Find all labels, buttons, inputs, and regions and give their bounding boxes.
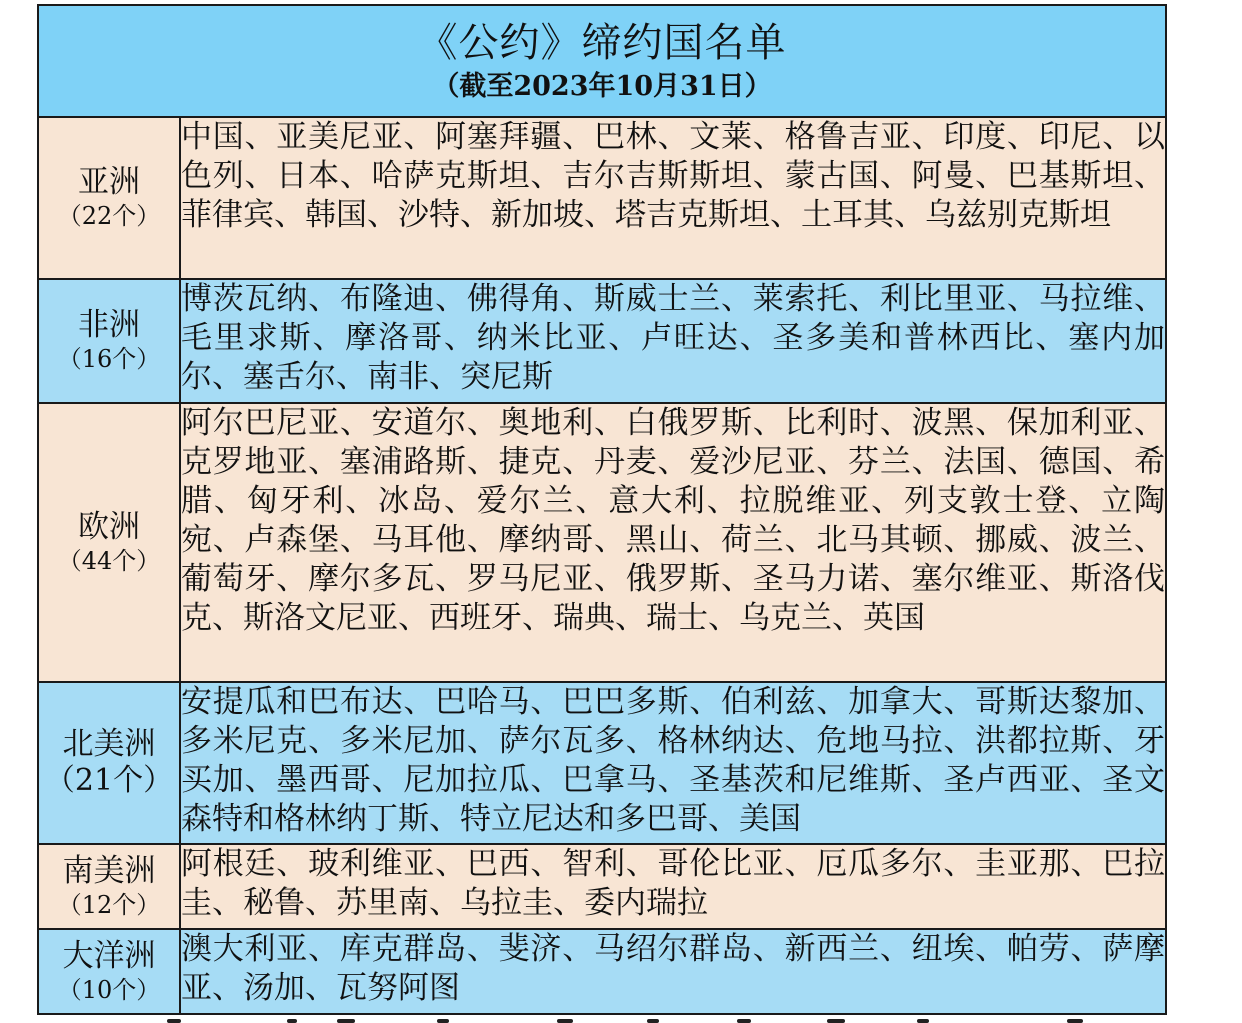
region-count: （16个）: [57, 345, 161, 373]
region-count: （10个）: [57, 975, 161, 1004]
region-name: 亚洲: [78, 164, 140, 200]
country-list-cell-oceania: [180, 929, 1166, 1014]
region-cell-north-america: [38, 682, 180, 844]
region-cell-oceania: [38, 929, 180, 1014]
region-row-south-america: [38, 844, 1166, 929]
country-list: 中国、亚美尼亚、阿塞拜疆、巴林、文莱、格鲁吉亚、印度、印尼、以色列、日本、哈萨克斯坦、吉尔吉斯斯坦、蒙古国、阿曼、巴基斯坦、菲律宾、韩国、沙特、新加坡、塔吉克斯坦、土耳其、乌兹别克斯坦: [181, 119, 1165, 233]
region-name: 欧洲: [78, 508, 140, 545]
region-row-asia: [38, 117, 1166, 279]
country-list-cell-asia: [180, 117, 1166, 279]
table-title: 《公约》缔约国名单: [417, 20, 787, 66]
region-cell-asia: [38, 117, 180, 279]
region-count: （21个）: [44, 763, 174, 798]
region-cell-south-america: [38, 844, 180, 929]
region-cell-europe: [38, 403, 180, 682]
region-row-europe: [38, 403, 1166, 682]
region-row-africa: [38, 279, 1166, 403]
region-name: 南美洲: [62, 852, 156, 889]
region-count: （44个）: [57, 546, 161, 575]
country-list: 阿根廷、玻利维亚、巴西、智利、哥伦比亚、厄瓜多尔、圭亚那、巴拉圭、秘鲁、苏里南、乌拉圭、委内瑞拉: [181, 846, 1165, 921]
country-list: 博茨瓦纳、布隆迪、佛得角、斯威士兰、莱索托、利比里亚、马拉维、毛里求斯、摩洛哥、纳米比亚、卢旺达、圣多美和普林西比、塞内加尔、塞舌尔、南非、突尼斯: [181, 281, 1165, 395]
cut-off-text-fragment: [37, 1017, 1165, 1023]
region-name: 大洋洲: [62, 937, 156, 974]
country-list: 阿尔巴尼亚、安道尔、奥地利、白俄罗斯、比利时、波黑、保加利亚、克罗地亚、塞浦路斯、捷克、丹麦、爱沙尼亚、芬兰、法国、德国、希腊、匈牙利、冰岛、爱尔兰、意大利、拉脱维亚、列支敦士登、立陶宛、卢森堡、马耳他、摩纳哥、黑山、荷兰、北马其顿、挪威、波兰、葡萄牙、摩尔多瓦、罗马尼亚、俄罗斯、圣马力诺、塞尔维亚、斯洛伐克、斯洛文尼亚、西班牙、瑞典、瑞士、乌克兰、英国: [181, 405, 1165, 636]
table-subtitle: （截至2023年10月31日）: [432, 71, 772, 102]
table-title-cell: [38, 5, 1166, 117]
region-count: （12个）: [57, 890, 161, 919]
region-cell-africa: [38, 279, 180, 403]
region-name: 非洲: [78, 307, 140, 343]
region-count: （22个）: [57, 202, 161, 230]
country-list-cell-africa: [180, 279, 1166, 403]
country-list: 安提瓜和巴布达、巴哈马、巴巴多斯、伯利兹、加拿大、哥斯达黎加、多米尼克、多米尼加、萨尔瓦多、格林纳达、危地马拉、洪都拉斯、牙买加、墨西哥、尼加拉瓜、巴拿马、圣基茨和尼维斯、圣卢西亚、圣文森特和格林纳丁斯、特立尼达和多巴哥、美国: [181, 684, 1165, 837]
region-name: 北美洲: [62, 726, 156, 762]
region-row-oceania: [38, 929, 1166, 1014]
country-list-cell-north-america: [180, 682, 1166, 844]
region-row-north-america: [38, 682, 1166, 844]
signatory-table: [37, 4, 1167, 1015]
country-list: 澳大利亚、库克群岛、斐济、马绍尔群岛、新西兰、纽埃、帕劳、萨摩亚、汤加、瓦努阿图: [181, 931, 1165, 1006]
country-list-cell-europe: [180, 403, 1166, 682]
table-title-row: [38, 5, 1166, 117]
country-list-cell-south-america: [180, 844, 1166, 929]
